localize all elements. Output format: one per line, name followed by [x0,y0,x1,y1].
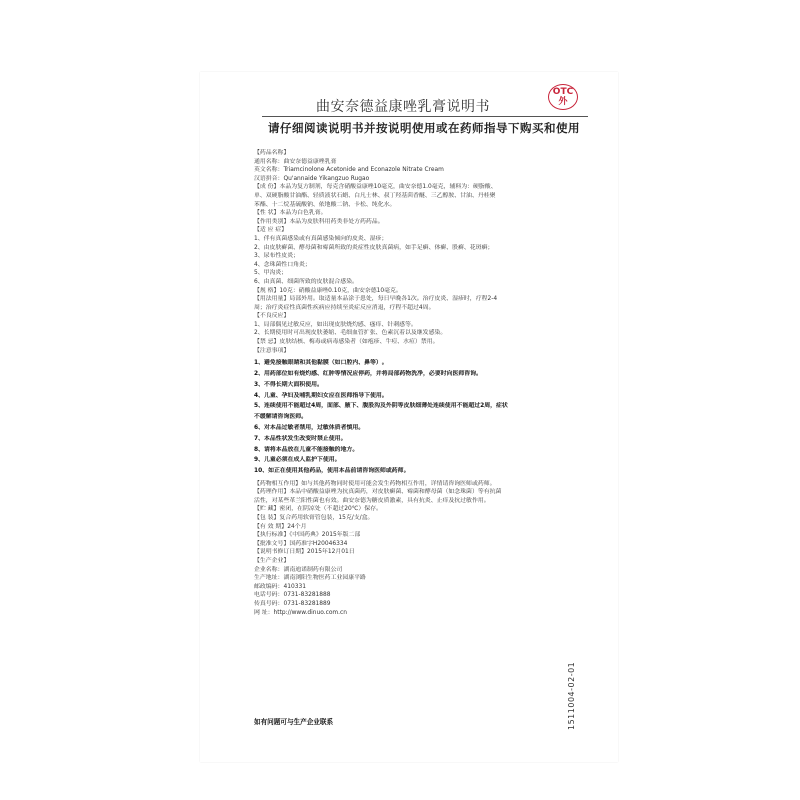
text-line: 【不良反应】 [254,313,290,320]
text-line: 【注意事项】 [254,347,290,354]
text-line: 【用法用量】局部外用。取适量本品涂于患处，每日早晚各1次。治疗皮炎、湿疹时，疗程2-4 [254,296,498,303]
text-line: 2、用药部位如有烧灼感、红肿等情况应停药，并将局部药物洗净，必要时向医师咨询。 [254,371,482,378]
otc-badge [548,84,578,110]
text-line: 【适 应 症】 [254,227,288,234]
text-line: 5、甲沟炎； [254,270,288,277]
text-line: 【作用类别】本品为皮肤科用药类非处方药药品。 [254,218,384,225]
text-line: 英文名称：Triamcinolone Acetonide and Econazole Nitrate Cream [254,167,444,174]
text-line: 5、连续使用不能超过4周，面部、腋下、腹股沟及外阴等皮肤细薄处连续使用不能超过2周，症状 [254,403,508,410]
info-section [254,149,594,355]
leaflet-body [254,149,594,617]
text-line: 6、由真菌、细菌所致的皮肤混合感染。 [254,278,358,285]
text-line: 电话号码：0731-83281888 [254,592,331,599]
text-line: 周；治疗炎症性真菌性疾病应持续至炎症反应消退，疗程不超过4周。 [254,304,435,311]
text-line: 企业名称：湖南迪诺制药有限公司 [254,566,343,573]
text-line: 通用名称：曲安奈德益康唑乳膏 [254,158,337,165]
otc-label: OTC [552,87,574,97]
document-subtitle: 请仔细阅读说明书并按说明使用或在药师指导下购买和使用 [268,121,580,135]
text-line: 3、不得长期大面积使用。 [254,381,323,388]
print-code: 1511004-02-01 [567,661,576,730]
text-line: 【药物相互作用】如与其他药物同时使用可能会发生药物相互作用，详情请咨询医师或药师。 [254,480,496,487]
text-line: 活性，对某些革兰阳性菌也有效。曲安奈德为糖皮质激素，具有抗炎、止痒及抗过敏作用。 [254,497,490,504]
text-line: 9、儿童必须在成人监护下使用。 [254,457,341,464]
text-line: 单、双硬脂酸甘油酯、轻质液状石蜡、白凡士林、叔丁羟基茴香醚、三乙醇胺、甘油、丹桂聚 [254,192,496,199]
text-line: 2、由皮肤癣菌、酵母菌和霉菌所致的炎症性皮肤真菌病，如手足癣、体癣、股癣、花斑癣； [254,244,494,251]
text-line: 【禁 忌】皮肤结核、梅毒或病毒感染者（如疱疹、牛痘、水痘）禁用。 [254,339,439,346]
text-line: 【说明书修订日期】2015年12月01日 [254,549,355,556]
text-line: 4、念珠菌性口角炎； [254,261,311,268]
text-line: 【性 状】本品为白色乳膏。 [254,210,327,217]
text-line: 【执行标准】《中国药典》2015年版二部 [254,532,361,539]
document-title: 曲安奈德益康唑乳膏说明书 [316,99,490,115]
text-line: 【贮 藏】密闭，在阴凉处（不超过20℃）保存。 [254,506,382,513]
text-line: 【包 装】复合药用软膏管包装，15克/支/盒。 [254,515,374,522]
details-section [254,480,594,618]
text-line: 3、尿布性皮炎； [254,253,299,260]
external-use-label: 外 [558,97,568,107]
text-line: 汉语拼音：Qu'annaide Yikangzuo Rugao [254,175,370,182]
text-line: 1、伴有真菌感染或有真菌感染倾向的皮炎、湿疹； [254,235,388,242]
text-line: 【规 格】10克：硝酸益康唑0.10克，曲安奈德10毫克。 [254,287,402,294]
contact-note: 如有问题可与生产企业联系 [254,718,334,726]
text-line: 传真号码：0731-83281889 [254,600,331,607]
text-line: 4、儿童、孕妇及哺乳期妇女应在医师指导下使用。 [254,392,388,399]
text-line: 1、局部偶见过敏反应，如出现皮肤烧灼感、瘙痒、针刺感等。 [254,321,417,328]
text-line: 1、避免接触眼睛和其他黏膜（如口腔内、鼻等）。 [254,360,388,367]
text-line: 【生产企业】 [254,558,290,564]
text-line: 网 址：http://www.dinuo.com.cn [254,609,348,616]
text-line: 邮政编码：410331 [254,583,306,590]
text-line: 【成 份】本品为复方制剂，每克含硝酸益康唑10毫克，曲安奈德1.0毫克，辅料为：硬脂酸、 [254,184,497,191]
text-line: 不缓解请咨询医师。 [254,414,308,421]
text-line: 2、长期使用时可出现皮肤萎缩、毛细血管扩张、色素沉着以及继发感染。 [254,330,447,337]
text-line: 苯酯、十二烷基硫酸钠、依地酸二钠、卡松、纯化水。 [254,201,396,208]
text-line: 6、对本品过敏者禁用，过敏体质者慎用。 [254,424,365,431]
text-line: 10、如正在使用其他药品，使用本品前请咨询医师或药师。 [254,468,410,475]
text-line: 【药理作用】本品中硝酸益康唑为抗真菌药，对皮肤癣菌、霉菌和酵母菌（如念珠菌）等有抗菌 [254,489,502,496]
precautions-section [254,359,594,475]
title-divider [262,116,588,117]
text-line: 7、本品性状发生改变时禁止使用。 [254,435,347,442]
text-line: 【有 效 期】24个月 [254,523,307,530]
text-line: 生产地址：湖南浏阳生物医药工业园康平路 [254,575,366,582]
text-line: 8、请将本品放在儿童不能接触的地方。 [254,446,359,453]
text-line: 【批准文号】国药准字H20046334 [254,540,348,547]
text-line: 【药品名称】 [254,150,290,156]
